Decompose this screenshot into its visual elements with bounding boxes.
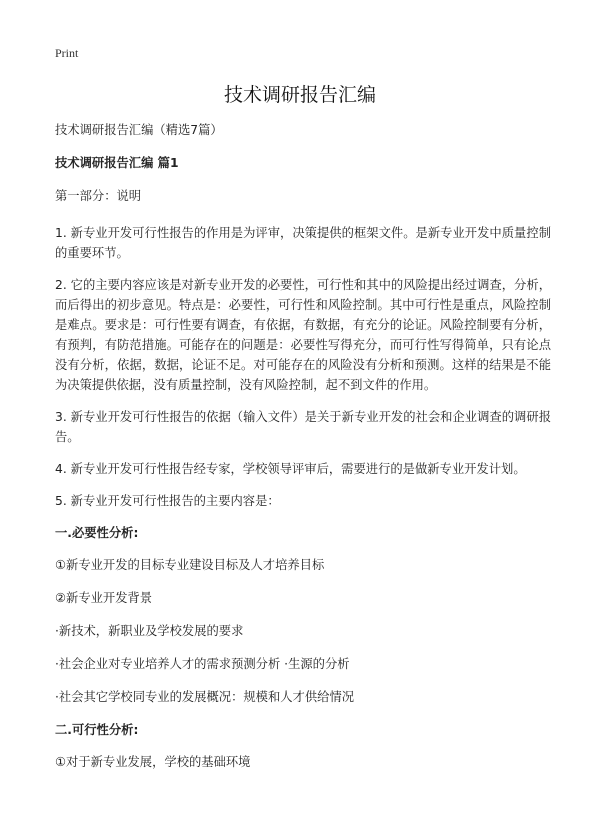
page-title: 技术调研报告汇编 <box>223 84 376 106</box>
part-label: 第一部分：说明 <box>55 189 142 203</box>
necessity-item: ·社会其它学校同专业的发展概况：规模和人才供给情况 <box>55 690 355 704</box>
paragraph-4: 4. 新专业开发可行性报告经专家，学校领导评审后，需要进行的是做新专业开发计划。 <box>55 462 526 476</box>
paragraph-1: 1. 新专业开发可行性报告的作用是为评审，决策提供的框架文件。是新专业开发中质量控制的重要环节。 <box>55 226 551 260</box>
necessity-item: ·社会企业对专业培养人才的需求预测分析 ·生源的分析 <box>55 657 350 671</box>
print-link[interactable]: Print <box>55 46 79 60</box>
paragraph-3: 3. 新专业开发可行性报告的依据（输入文件）是关于新专业开发的社会和企业调查的调研报告。 <box>55 410 551 444</box>
document-subtitle: 技术调研报告汇编（精选7篇） <box>55 123 223 137</box>
paragraph-5: 5. 新专业开发可行性报告的主要内容是： <box>55 494 280 508</box>
document-body <box>55 120 551 785</box>
section-heading: 技术调研报告汇编 篇1 <box>55 156 179 170</box>
necessity-heading: 一.必要性分析: <box>55 526 139 540</box>
feasibility-item: ①对于新专业发展，学校的基础环境 <box>55 755 251 769</box>
paragraph-2: 2. 它的主要内容应该是对新专业开发的必要性，可行性和其中的风险提出经过调查，分析，而后得出的初步意见。特点是：必要性，可行性和风险控制。其中可行性是重点，风险控制是难点。要求是：可行性要有调查，有依据，有数据，有充分的论证。风险控制要有分析，有预判，有防范措施。可能存在的问题是：必要性写得充分，而可行性写得简单，只有论点没有分析，依据，数据，论证不足。对可能存在的风险没有分析和预测。这样的结果是不能为决策提供依据，没有质量控制，没有风险控制，起不到文件的作用。 <box>55 278 551 392</box>
necessity-item: ②新专业开发背景 <box>55 591 153 605</box>
necessity-item: ①新专业开发的目标专业建设目标及人才培养目标 <box>55 558 325 572</box>
feasibility-heading: 二.可行性分析: <box>55 723 139 737</box>
necessity-item: ·新技术，新职业及学校发展的要求 <box>55 624 244 638</box>
